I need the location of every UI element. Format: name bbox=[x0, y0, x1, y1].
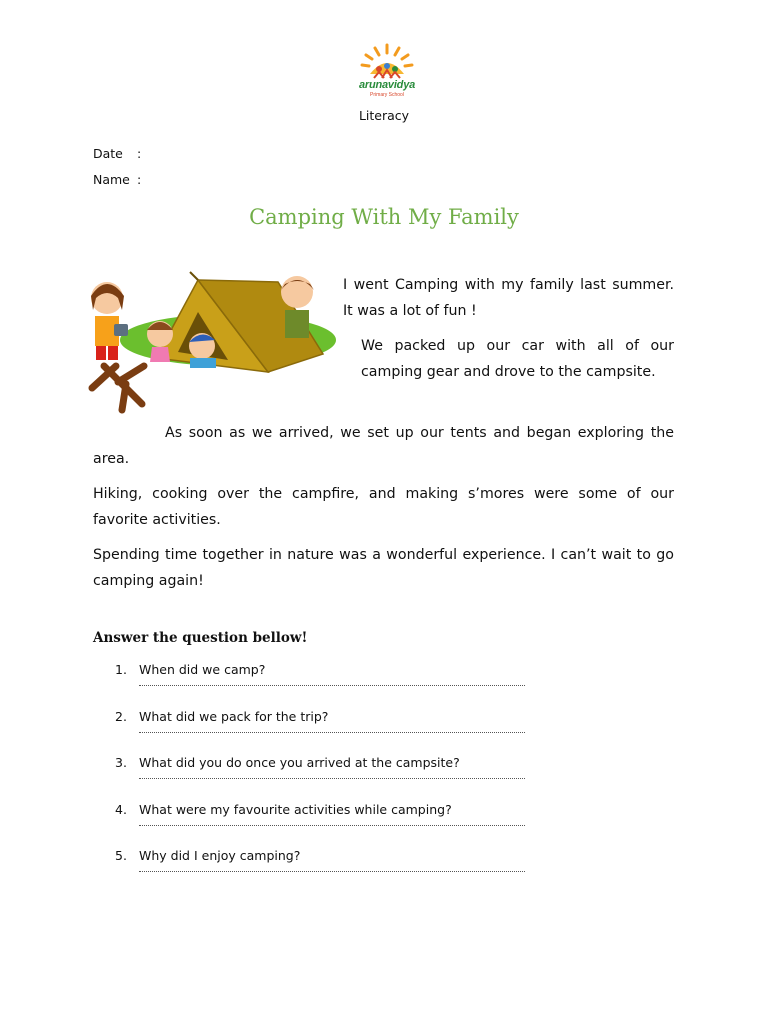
name-row bbox=[93, 172, 141, 187]
story-paragraph-4: Hiking, cooking over the campfire, and making s’mores were some of our favorite activities. bbox=[93, 486, 674, 528]
question-number: 4. bbox=[115, 801, 127, 817]
question-item bbox=[115, 753, 545, 800]
subject-label: Literacy bbox=[358, 108, 410, 123]
family-camping-tent-illustration bbox=[78, 262, 348, 420]
question-number: 2. bbox=[115, 708, 127, 724]
logo-tagline: Primary School bbox=[370, 92, 404, 98]
sun-icon bbox=[352, 42, 422, 82]
date-row bbox=[93, 146, 141, 161]
answer-line[interactable] bbox=[139, 870, 525, 872]
logo-name: arunavidya bbox=[358, 79, 416, 91]
question-number: 5. bbox=[115, 848, 127, 863]
date-label: Date bbox=[93, 146, 123, 161]
question-item bbox=[115, 846, 545, 893]
story-paragraph-2: We packed up our car with all of our camping gear and drove to the campsite. bbox=[361, 338, 674, 380]
story-paragraph-5: Spending time together in nature was a wonderful experience. I can’t wait to go camping again! bbox=[93, 547, 674, 589]
questions-heading: Answer the question bellow! bbox=[93, 630, 308, 646]
question-text: What did we pack for the trip? bbox=[139, 708, 329, 724]
school-logo bbox=[352, 42, 422, 104]
question-number: 3. bbox=[115, 755, 127, 770]
story-paragraph-1: I went Camping with my family last summer. It was a lot of fun ! bbox=[343, 277, 674, 319]
answer-line[interactable] bbox=[139, 777, 525, 779]
story-paragraph-3: As soon as we arrived, we set up our tents and began exploring the area. bbox=[93, 425, 674, 467]
answer-line[interactable] bbox=[139, 824, 525, 826]
question-text: When did we camp? bbox=[139, 662, 266, 677]
name-separator: : bbox=[137, 172, 142, 187]
question-text: Why did I enjoy camping? bbox=[139, 848, 301, 863]
worksheet-title: Camping With My Family bbox=[249, 205, 519, 229]
question-text: What were my favourite activities while camping? bbox=[139, 801, 452, 817]
answer-line[interactable] bbox=[139, 731, 525, 733]
question-item bbox=[115, 660, 545, 707]
date-separator: : bbox=[137, 146, 142, 161]
question-item bbox=[115, 707, 545, 754]
question-number: 1. bbox=[115, 662, 127, 677]
question-item bbox=[115, 800, 545, 847]
answer-line[interactable] bbox=[139, 684, 525, 686]
question-list bbox=[115, 660, 545, 893]
name-label: Name bbox=[93, 172, 130, 187]
question-text: What did you do once you arrived at the campsite? bbox=[139, 755, 460, 770]
